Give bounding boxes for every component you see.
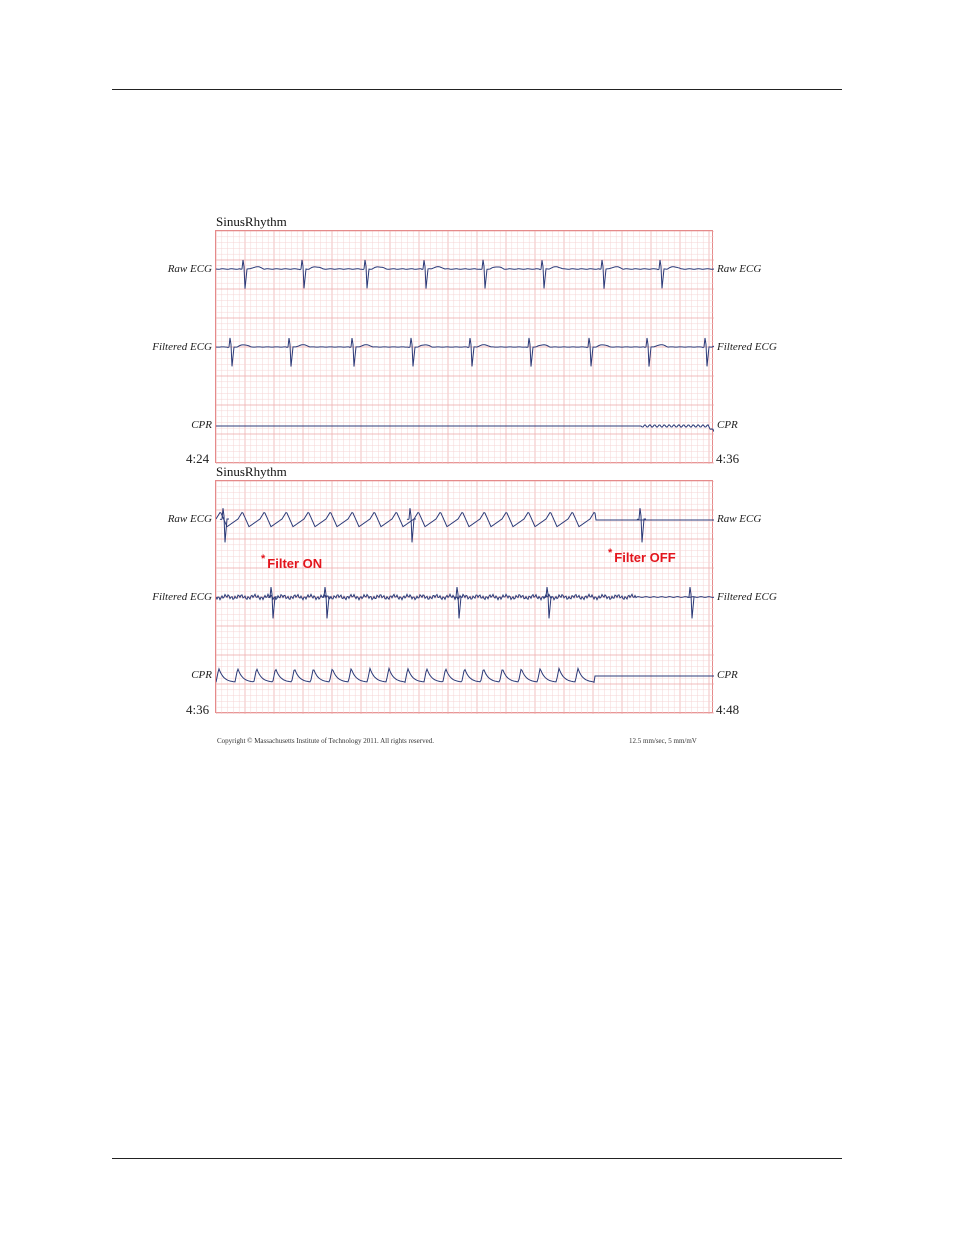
filter-off-label: Filter OFF — [614, 550, 676, 565]
ecg-strip-2 — [215, 480, 713, 713]
panel-2-time-end: 4:48 — [716, 702, 740, 717]
panel-1-time-end: 4:36 — [716, 451, 740, 466]
filter-off-annotation — [608, 547, 676, 565]
panel-2-time-start: 4:36 — [186, 702, 210, 717]
panel-2-raw-ecg-label-left: Raw ECG — [167, 513, 212, 525]
filter-off-marker: * — [608, 547, 613, 559]
filter-on-marker: * — [261, 553, 266, 565]
panel-1-filtered-ecg-label-right: Filtered ECG — [717, 341, 777, 353]
panel-1-raw-ecg-label-right: Raw ECG — [717, 263, 762, 275]
panel-2-filtered-ecg-label-left: Filtered ECG — [152, 591, 212, 603]
ecg-strip-2-plot — [216, 481, 714, 714]
ecg-strip-1 — [215, 230, 713, 463]
panel-1-cpr-label-left: CPR — [191, 419, 212, 431]
raw-ecg-spike — [637, 508, 646, 542]
filter-on-annotation — [261, 553, 323, 571]
panel-2-raw-ecg-label-right: Raw ECG — [717, 513, 762, 525]
panel-2-cpr-label-left: CPR — [191, 669, 212, 681]
panel-1-raw-ecg-label-left: Raw ECG — [167, 263, 212, 275]
panel-2-cpr-label-right: CPR — [717, 669, 738, 681]
panel-1-title: SinusRhythm — [216, 214, 287, 229]
raw-ecg-spike — [407, 508, 416, 542]
panel-2-filtered-ecg-label-right: Filtered ECG — [717, 591, 777, 603]
header-rule — [112, 89, 842, 90]
filter-on-label: Filter ON — [267, 556, 323, 571]
panel-2-title: SinusRhythm — [216, 464, 287, 479]
panel-1-time-start: 4:24 — [186, 451, 210, 466]
scale-note: 12.5 mm/sec, 5 mm/mV — [629, 737, 697, 745]
panel-1-cpr-label-right: CPR — [717, 419, 738, 431]
panel-1-filtered-ecg-label-left: Filtered ECG — [152, 341, 212, 353]
copyright-note: Copyright © Massachusetts Institute of Technology 2011. All rights reserved. — [217, 737, 434, 745]
footer-rule — [112, 1158, 842, 1159]
ecg-strip-1-plot — [216, 231, 714, 464]
